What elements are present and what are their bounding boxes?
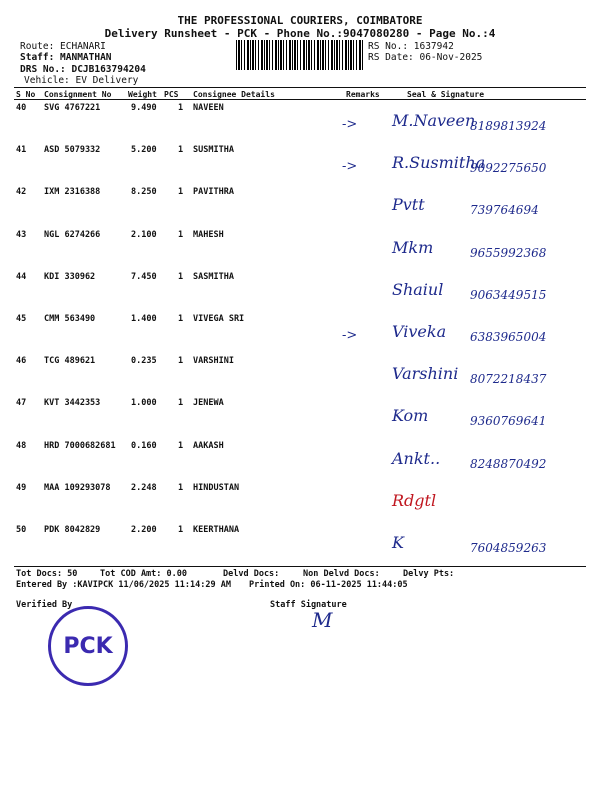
recipient-signature: Viveka — [392, 322, 447, 341]
row-pcs: 1 — [178, 356, 184, 367]
recipient-phone: 8189813924 — [470, 119, 547, 133]
entered-by: Entered By :KAVIPCK 11/06/2025 11:14:29 AM — [16, 580, 231, 590]
row-consignment: ASD 5079332 — [44, 145, 101, 156]
route: Route: ECHANARI — [20, 41, 106, 52]
row-sno: 45 — [16, 314, 27, 324]
row-consignee: MAHESH — [193, 229, 224, 240]
row-consignment: CMM 563490 — [44, 314, 96, 324]
row-consignee: SASMITHA — [193, 271, 234, 282]
row-pcs: 1 — [178, 229, 184, 240]
recipient-phone: 7604859263 — [470, 541, 547, 555]
row-weight: 2.200 — [131, 525, 157, 535]
row-consignee: HINDUSTAN — [193, 482, 240, 493]
stamp-text: PCK — [63, 633, 113, 659]
recipient-phone: 8072218437 — [470, 372, 547, 387]
recipient-signature: Pvtt — [392, 195, 425, 215]
rs-number: RS No.: 1637942 — [368, 41, 454, 52]
row-weight: 8.250 — [131, 187, 157, 198]
row-weight: 0.235 — [131, 356, 157, 367]
drs-number: DRS No.: DCJB163794204 — [20, 64, 146, 75]
row-consignee: PAVITHRA — [193, 187, 234, 198]
remark-arrow: -> — [342, 159, 358, 175]
printed-on: Printed On: 06-11-2025 11:44:05 — [249, 580, 408, 590]
row-sno: 44 — [16, 271, 27, 282]
row-pcs: 1 — [178, 525, 184, 535]
remark-arrow: -> — [342, 117, 358, 132]
row-consignee: NAVEEN — [193, 103, 224, 113]
company-title: THE PROFESSIONAL COURIERS, COIMBATORE — [177, 14, 423, 27]
row-consignment: IXM 2316388 — [44, 187, 101, 198]
total-cod-amount: Tot COD Amt: 0.00 — [100, 569, 187, 579]
staff-signature-mark: M — [312, 608, 333, 632]
row-sno: 40 — [16, 103, 27, 113]
row-consignment: KDI 330962 — [44, 271, 96, 282]
row-sno: 50 — [16, 525, 27, 535]
verified-by-label: Verified By — [16, 600, 73, 610]
recipient-signature: Ankt.. — [392, 448, 441, 468]
row-weight: 2.248 — [131, 482, 157, 493]
recipient-signature: M.Naveen — [392, 111, 476, 130]
row-weight: 1.400 — [131, 314, 157, 324]
recipient-signature: Shaiul — [392, 279, 444, 299]
recipient-signature: R.Susmitha — [392, 153, 486, 173]
recipient-phone: 739764694 — [470, 203, 539, 218]
row-consignment: PDK 8042829 — [44, 525, 101, 535]
row-weight: 2.100 — [131, 229, 157, 240]
recipient-signature: Varshini — [392, 364, 459, 384]
remark-arrow: -> — [342, 328, 358, 343]
row-pcs: 1 — [178, 314, 184, 324]
staff-signature-label: Staff Signature — [270, 600, 347, 610]
recipient-phone: 9092275650 — [470, 161, 547, 176]
col-weight: Weight — [128, 90, 157, 99]
row-consignment: TCG 489621 — [44, 356, 96, 367]
row-consignee: KEERTHANA — [193, 525, 240, 535]
runsheet-subtitle: Delivery Runsheet - PCK - Phone No.:9047080280 - Page No.:4 — [104, 27, 496, 40]
row-consignee: VIVEGA SRI — [193, 314, 245, 324]
row-consignment: MAA 109293078 — [44, 482, 111, 493]
delivery-points: Delvy Pts: — [403, 569, 455, 579]
row-weight: 1.000 — [131, 398, 157, 409]
row-pcs: 1 — [178, 145, 184, 156]
row-consignment: NGL 6274266 — [44, 229, 101, 240]
row-sno: 42 — [16, 187, 27, 198]
header-rule-top — [14, 87, 586, 88]
row-pcs: 1 — [178, 103, 184, 113]
recipient-phone: 6383965004 — [470, 330, 547, 344]
row-consignment: SVG 4767221 — [44, 103, 101, 113]
pck-stamp — [48, 606, 128, 686]
header-rule-bottom — [14, 99, 586, 100]
row-weight: 9.490 — [131, 103, 157, 113]
row-sno: 46 — [16, 356, 27, 367]
row-weight: 5.200 — [131, 145, 157, 156]
row-weight: 0.160 — [131, 440, 157, 451]
row-sno: 43 — [16, 229, 27, 240]
recipient-phone: 9063449515 — [470, 287, 547, 302]
row-sno: 47 — [16, 398, 27, 409]
footer-rule — [14, 566, 586, 567]
recipient-signature: Rdgtl — [392, 490, 437, 510]
row-consignee: VARSHINI — [193, 356, 234, 367]
rs-date: RS Date: 06-Nov-2025 — [368, 52, 483, 63]
row-sno: 48 — [16, 440, 27, 451]
col-consignee: Consignee Details — [193, 90, 275, 99]
col-remarks: Remarks — [346, 90, 380, 99]
row-pcs: 1 — [178, 440, 184, 451]
row-sno: 49 — [16, 482, 27, 493]
row-pcs: 1 — [178, 398, 184, 409]
col-sno: S No — [16, 90, 36, 99]
row-consignee: JENEWA — [193, 398, 224, 409]
delivered-docs: Delvd Docs: — [223, 569, 280, 579]
row-pcs: 1 — [178, 187, 184, 198]
col-consignment: Consignment No — [44, 90, 112, 99]
vehicle: Vehicle: EV Delivery — [24, 75, 139, 86]
col-seal-signature: Seal & Signature — [407, 90, 485, 99]
row-pcs: 1 — [178, 271, 184, 282]
row-consignee: SUSMITHA — [193, 145, 234, 156]
col-pcs: PCS — [164, 90, 179, 99]
total-docs: Tot Docs: 50 — [16, 569, 78, 579]
recipient-signature: Mkm — [392, 237, 434, 257]
row-consignee: AAKASH — [193, 440, 224, 451]
recipient-phone: 9655992368 — [470, 245, 547, 260]
recipient-signature: Kom — [392, 406, 429, 426]
non-delivered-docs: Non Delvd Docs: — [303, 569, 380, 579]
row-consignment: HRD 7000682681 — [44, 440, 116, 451]
recipient-phone: 9360769641 — [470, 414, 547, 429]
recipient-phone: 8248870492 — [470, 456, 547, 471]
staff: Staff: MANMATHAN — [20, 52, 112, 63]
recipient-signature: K — [392, 533, 404, 552]
row-sno: 41 — [16, 145, 27, 156]
barcode — [236, 40, 364, 70]
row-pcs: 1 — [178, 482, 184, 493]
row-consignment: KVT 3442353 — [44, 398, 101, 409]
row-weight: 7.450 — [131, 271, 157, 282]
